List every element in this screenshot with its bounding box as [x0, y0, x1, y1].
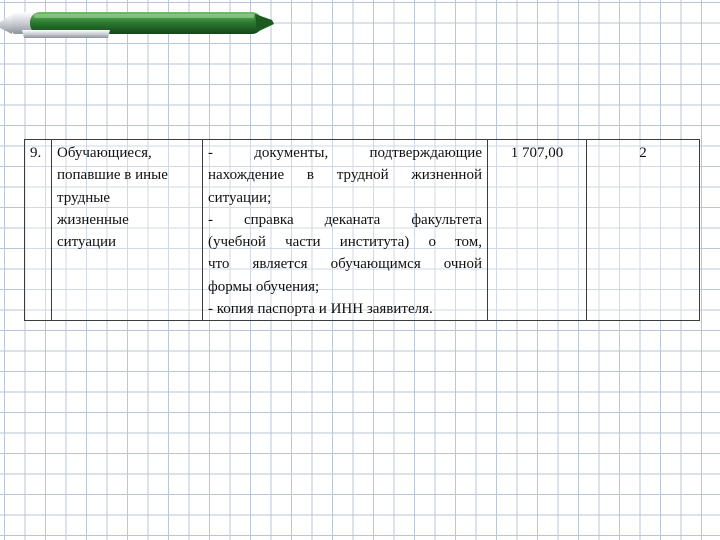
row-number: 9. — [25, 140, 52, 321]
documents-cell — [203, 140, 488, 321]
amount-cell: 1 707,00 — [488, 140, 587, 321]
documents-line: формы обучения; — [208, 278, 320, 295]
documents-line: - справка деканата факультета — [208, 211, 482, 228]
category-cell — [52, 140, 203, 321]
documents-line: нахождение в трудной жизненной — [208, 167, 482, 184]
category-line: Обучающиеся, — [57, 145, 152, 161]
category-line: жизненные — [57, 211, 129, 228]
documents-line: - копия паспорта и ИНН заявителя. — [208, 301, 433, 318]
table-row — [25, 140, 700, 321]
count-cell: 2 — [587, 140, 700, 321]
allowance-table — [24, 139, 700, 321]
documents-line: что является обучающимся очной — [208, 256, 482, 273]
category-line: попавшие в иные — [57, 167, 168, 184]
documents-line: (учебной части института) о том, — [208, 234, 482, 251]
category-line: трудные — [57, 189, 110, 206]
category-line: ситуации — [57, 234, 117, 251]
documents-line: - документы, подтверждающие — [208, 145, 482, 161]
pen-icon — [0, 0, 280, 48]
documents-line: ситуации; — [208, 189, 272, 206]
